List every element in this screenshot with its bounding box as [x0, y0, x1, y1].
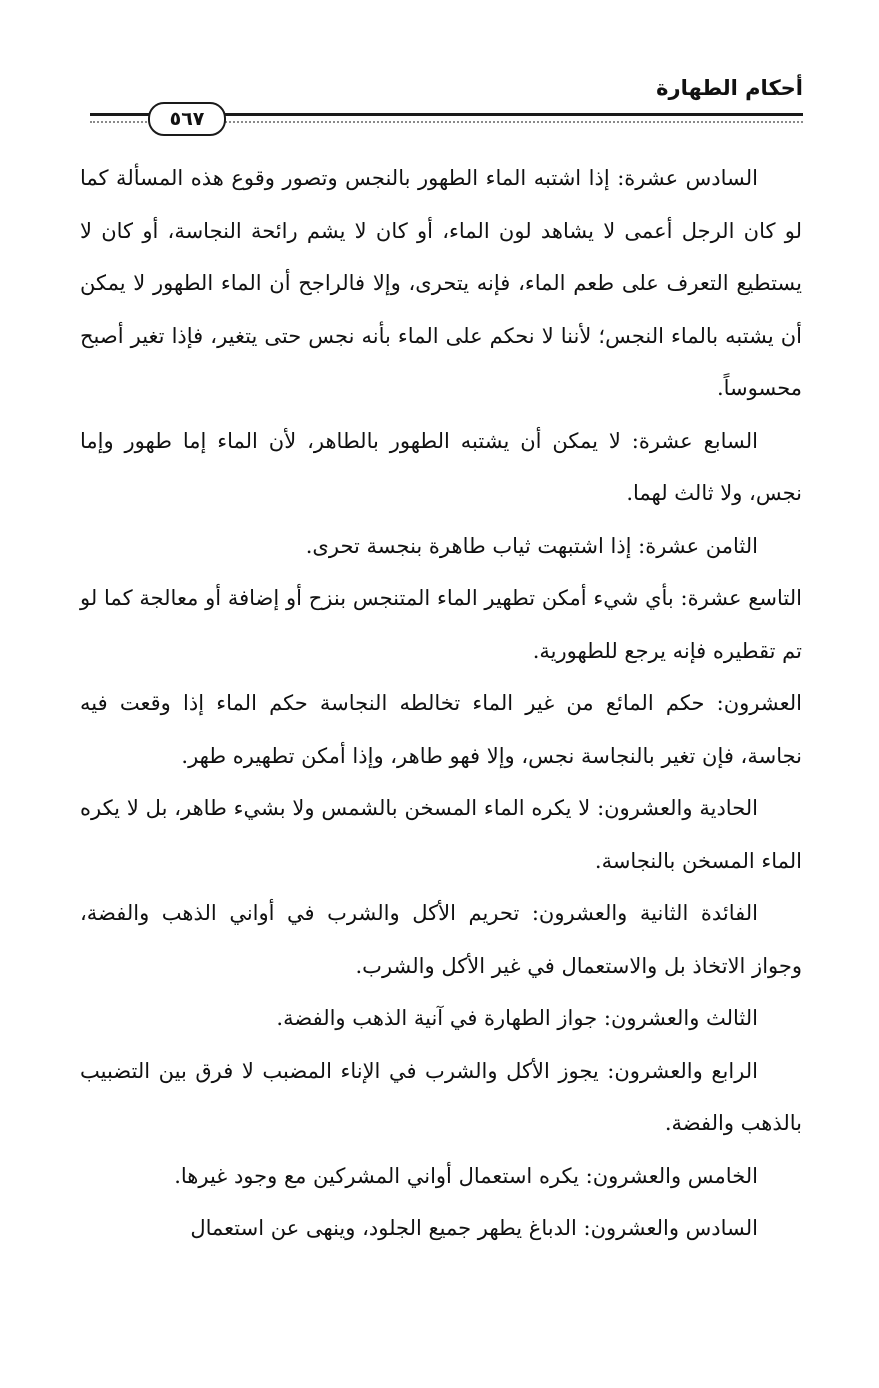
- paragraph-22: الفائدة الثانية والعشرون: تحريم الأكل والشرب في أواني الذهب والفضة، وجواز الاتخاذ بل والاستعمال في غير الأكل والشرب.: [80, 901, 802, 978]
- paragraph-20: العشرون: حكم المائع من غير الماء تخالطه النجاسة حكم الماء إذا وقعت فيه نجاسة، فإن تغير بالنجاسة نجس، وإلا فهو طاهر، وإذا أمكن تطهيره طهر.: [80, 691, 802, 768]
- page-header: [0, 0, 879, 140]
- paragraph-19: التاسع عشرة: بأي شيء أمكن تطهير الماء المتنجس بنزح أو إضافة أو معالجة كما لو تم تقطيره فإنه يرجع للطهورية.: [80, 586, 802, 663]
- paragraph-21: الحادية والعشرون: لا يكره الماء المسخن بالشمس ولا بشيء طاهر، بل لا يكره الماء المسخن بالنجاسة.: [80, 796, 802, 873]
- body-text: [80, 152, 802, 1255]
- paragraph-17: السابع عشرة: لا يمكن أن يشتبه الطهور بالطاهر، لأن الماء إما طهور وإما نجس، ولا ثالث لهما.: [80, 428, 802, 505]
- paragraph-18: الثامن عشرة: إذا اشتبهت ثياب طاهرة بنجسة تحرى.: [305, 533, 758, 558]
- paragraph-25: الخامس والعشرون: يكره استعمال أواني المشركين مع وجود غيرها.: [174, 1163, 758, 1188]
- paragraph-23: الثالث والعشرون: جواز الطهارة في آنية الذهب والفضة.: [276, 1006, 758, 1030]
- page-number: ٥٦٧: [148, 102, 226, 136]
- running-title: أحكام الطهارة: [656, 76, 803, 100]
- paragraph-16: السادس عشرة: إذا اشتبه الماء الطهور بالنجس وتصور وقوع هذه المسألة كما لو كان الرجل أعمى لا يشاهد لون الماء، أو كان لا يشم رائحة النجاسة، أو كان لا يستطيع التعرف على طعم الماء، فإنه يتحرى، وإلا فالراجح أن الماء الطهور لا يمكن أن يشتبه بالماء النجس؛ لأننا لا نحكم على الماء بأنه نجس حتى يتغير، فإذا تغير أصبح محسوساً.: [80, 166, 802, 400]
- paragraph-26: السادس والعشرون: الدباغ يطهر جميع الجلود، وينهى عن استعمال: [190, 1216, 758, 1240]
- paragraph-24: الرابع والعشرون: يجوز الأكل والشرب في الإناء المضبب لا فرق بين التضبيب بالذهب والفضة.: [80, 1058, 802, 1135]
